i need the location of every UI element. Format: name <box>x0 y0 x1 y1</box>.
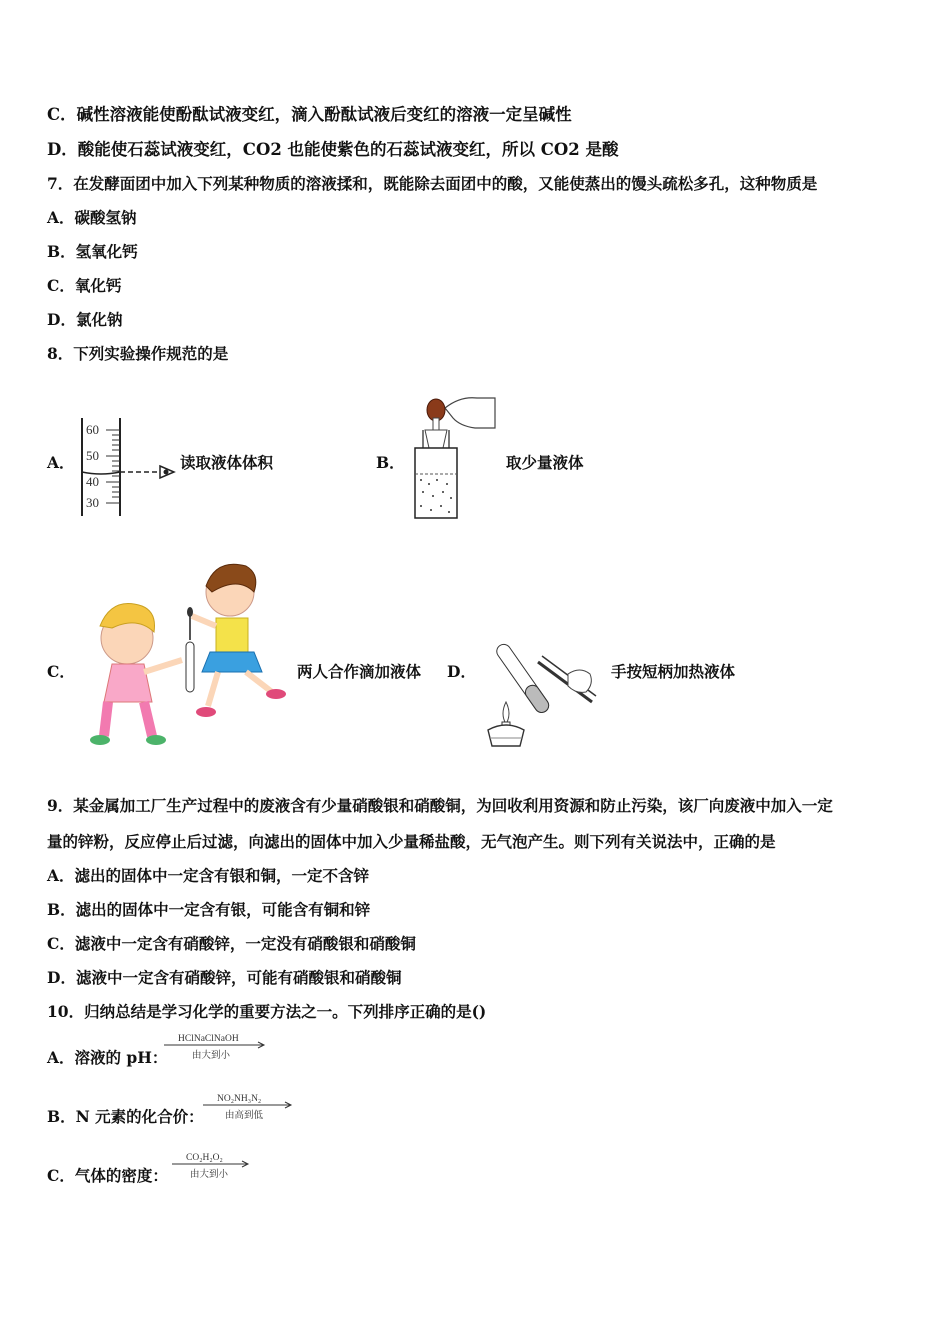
q6-option-d: D．酸能使石蕊试液变红，CO2 也能使紫色的石蕊试液变红，所以 CO2 是酸 <box>47 140 619 159</box>
tick-30: 30 <box>86 495 99 510</box>
q9-option-a: A．滤出的固体中一定含有银和铜，一定不含锌 <box>47 866 370 885</box>
q10-option-c-order-arrow <box>172 1153 252 1181</box>
tick-60: 60 <box>86 422 99 437</box>
q8-caption-c: 两人合作滴加液体 <box>297 662 422 681</box>
q10-option-b: B．N 元素的化合价： <box>47 1107 204 1126</box>
q9-stem-line1: 9．某金属加工厂生产过程中的废液含有少量硝酸银和硝酸铜，为回收利用资源和防止污染，该厂向废液中加入一定 <box>47 796 833 815</box>
q7-option-d: D．氯化钠 <box>47 310 123 329</box>
q9-option-b: B．滤出的固体中一定含有银，可能含有铜和锌 <box>47 900 371 919</box>
q8-label-c: C． <box>47 662 75 681</box>
q10-option-b-direction: 由高到低 <box>225 1111 264 1121</box>
q10-stem: 10．归纳总结是学习化学的重要方法之一。下列排序正确的是() <box>47 1002 487 1021</box>
q7-option-a: A．碳酸氢钠 <box>47 208 137 227</box>
q8-label-b: B． <box>376 453 405 472</box>
q8-label-a: A． <box>47 453 75 472</box>
q10-option-c-direction: 由大到小 <box>190 1170 229 1180</box>
q10-option-b-sequence: NO₂NH₃N₂ <box>217 1094 262 1104</box>
q8-caption-d: 手按短柄加热液体 <box>611 662 736 681</box>
q9-stem-line2: 量的锌粉，反应停止后过滤，向滤出的固体中加入少量稀盐酸，无气泡产生。则下列有关说法中，正确的是 <box>47 832 776 851</box>
q10-option-a-sequence: HClNaClNaOH <box>178 1034 239 1044</box>
q6-option-c: C．碱性溶液能使酚酞试液变红，滴入酚酞试液后变红的溶液一定呈碱性 <box>47 105 572 124</box>
q8-label-d: D． <box>447 662 476 681</box>
q10-option-a-order-arrow <box>164 1034 268 1062</box>
q8-caption-a: 读取液体体积 <box>180 453 274 472</box>
q7-stem: 7．在发酵面团中加入下列某种物质的溶液揉和，既能除去面团中的酸，又能使蒸出的馒头疏松多孔，这种物质是 <box>47 174 818 193</box>
q7-option-b: B．氢氧化钙 <box>47 242 138 261</box>
q7-option-c: C．氧化钙 <box>47 276 122 295</box>
q10-option-b-order-arrow <box>203 1094 295 1122</box>
graduated-cylinder-figure <box>78 416 178 518</box>
q10-option-c-sequence: CO₂H₂O₂ <box>186 1153 223 1163</box>
two-children-dropping-liquid-figure <box>82 556 292 748</box>
test-tube-heating-figure <box>480 622 605 752</box>
q8-caption-b: 取少量液体 <box>506 453 584 472</box>
q9-option-c: C．滤液中一定含有硝酸锌，一定没有硝酸银和硝酸铜 <box>47 934 416 953</box>
tick-50: 50 <box>86 448 99 463</box>
q10-option-a: A．溶液的 pH： <box>47 1048 168 1067</box>
dropper-bottle-figure <box>405 388 500 520</box>
q10-option-a-direction: 由大到小 <box>192 1051 231 1061</box>
tick-40: 40 <box>86 474 99 489</box>
q8-stem: 8．下列实验操作规范的是 <box>47 344 229 363</box>
q10-option-c: C．气体的密度： <box>47 1166 168 1185</box>
q9-option-d: D．滤液中一定含有硝酸锌，可能有硝酸银和硝酸铜 <box>47 968 402 987</box>
